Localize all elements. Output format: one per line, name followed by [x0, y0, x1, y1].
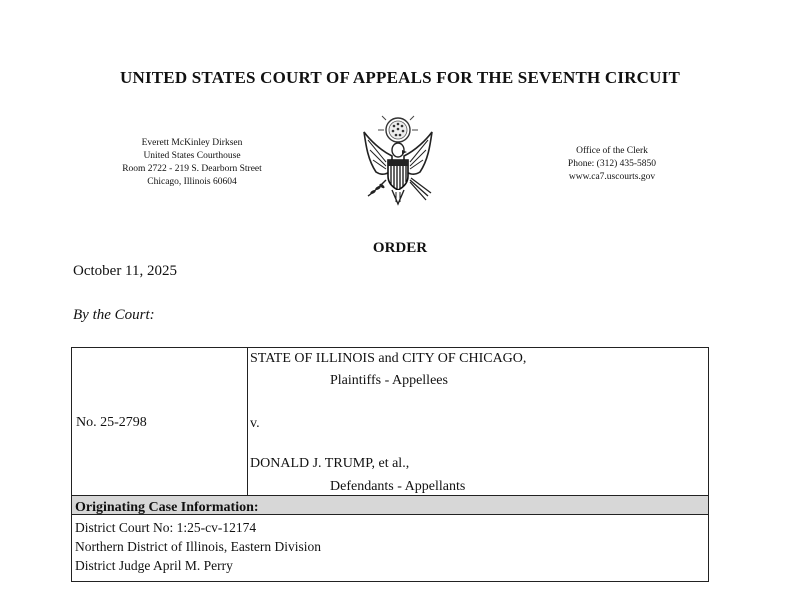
courthouse-address: [92, 137, 292, 189]
address-line: Room 2722 - 219 S. Dearborn Street: [122, 164, 262, 174]
by-the-court: By the Court:: [73, 307, 155, 323]
address-line: United States Courthouse: [143, 151, 241, 161]
defendants-name: DONALD J. TRUMP, et al.,: [250, 456, 410, 471]
originating-case-header: Originating Case Information:: [72, 496, 708, 515]
court-title: UNITED STATES COURT OF APPEALS FOR THE SEVENTH CIRCUIT: [120, 68, 680, 87]
address-line: Everett McKinley Dirksen: [141, 138, 243, 148]
district-name: Northern District of Illinois, Eastern Division: [75, 539, 321, 554]
plaintiffs-name: STATE OF ILLINOIS and CITY OF CHICAGO,: [250, 351, 527, 366]
address-line: Chicago, Illinois 60604: [147, 177, 237, 187]
case-caption-box: [71, 347, 709, 496]
clerk-phone: Phone: (312) 435-5850: [567, 159, 657, 169]
originating-case-box: [71, 496, 709, 582]
plaintiffs-role: Plaintiffs - Appellees: [330, 373, 448, 388]
order-title: ORDER: [372, 240, 428, 256]
district-judge: District Judge April M. Perry: [75, 558, 233, 573]
district-court-number: District Court No: 1:25-cv-12174: [75, 520, 257, 535]
great-seal-eagle-icon: [346, 110, 450, 214]
clerk-office-label: Office of the Clerk: [576, 146, 648, 156]
clerk-website-link[interactable]: www.ca7.uscourts.gov: [568, 172, 656, 182]
case-number: No. 25-2798: [76, 415, 147, 430]
caption-divider: [247, 348, 248, 495]
originating-case-details: [72, 515, 708, 578]
defendants-role: Defendants - Appellants: [330, 479, 466, 494]
clerk-office-info: [532, 145, 692, 184]
order-date: October 11, 2025: [73, 263, 178, 279]
versus-label: v.: [250, 416, 260, 431]
